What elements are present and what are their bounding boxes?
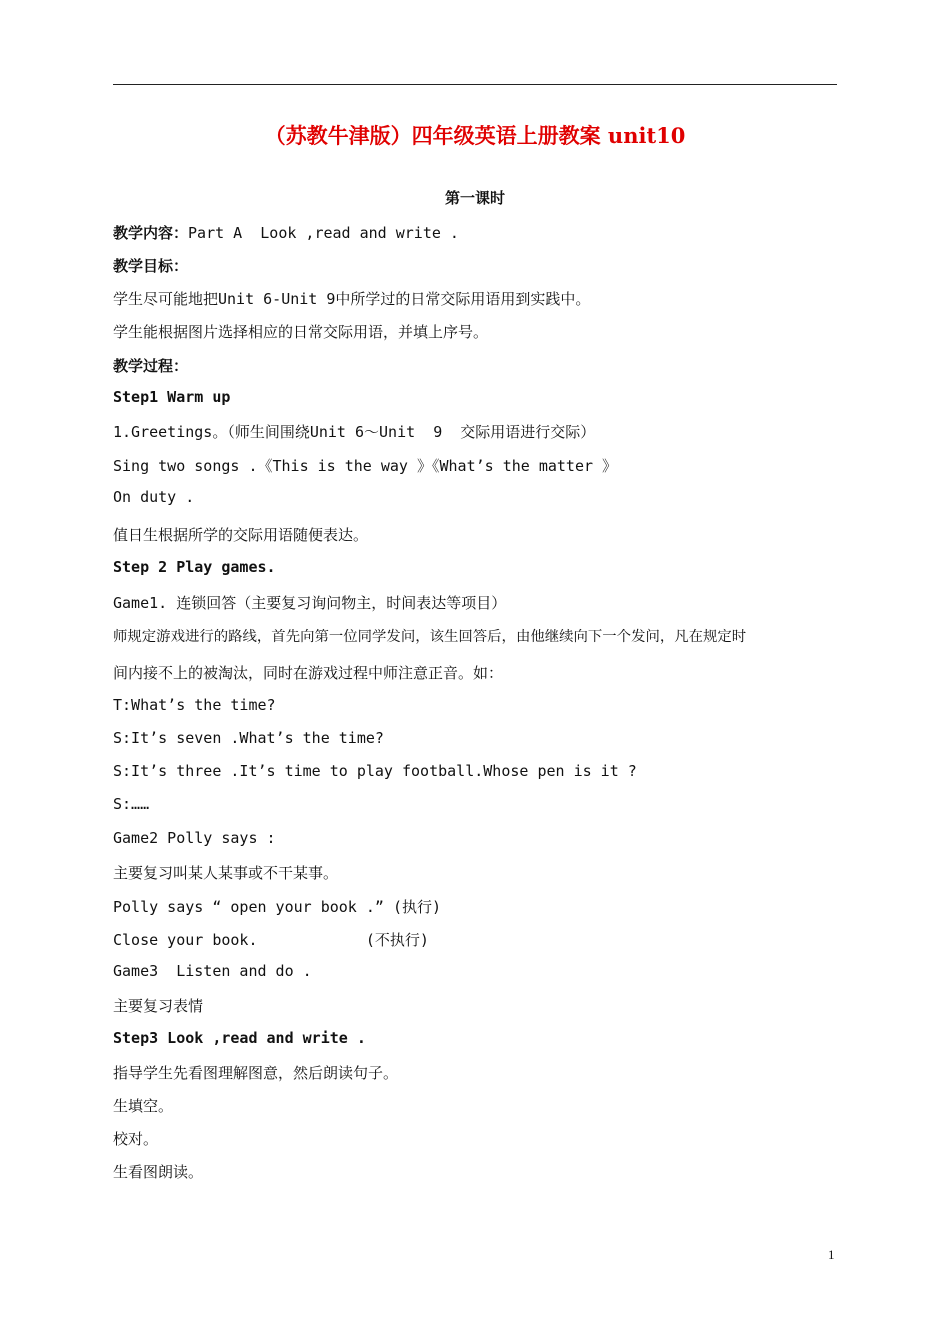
page-number: 1 [828, 1247, 835, 1262]
text-line: 主要复习叫某人某事或不干某事。 [113, 864, 339, 882]
text-line: On duty . [113, 488, 195, 506]
text-line: S:It’s three .It’s time to play football.Whose pen is it ? [113, 762, 637, 780]
text-line: Game1. 连锁回答（主要复习询问物主，时间表达等项目） [113, 594, 507, 612]
content-line [113, 222, 459, 243]
process-label: 教学过程： [113, 357, 189, 375]
content-label: 教学内容： [113, 224, 189, 242]
text-line: Polly says “ open your book .” (执行) [113, 898, 442, 916]
text-line: Game2 Polly says : [113, 829, 276, 847]
text-line: 指导学生先看图理解图意，然后朗读句子。 [113, 1064, 399, 1082]
text-line: 生看图朗读。 [113, 1163, 204, 1181]
text-line: 主要复习表情 [113, 997, 204, 1015]
text-line: Close your book. (不执行) [113, 931, 429, 949]
goal-2: 学生能根据图片选择相应的日常交际用语，并填上序号。 [113, 323, 489, 341]
lesson-heading: 第一课时 [444, 189, 505, 207]
text-line: 师规定游戏进行的路线，首先向第一位同学发问，该生回答后，由他继续向下一个发问，凡在规定时 [113, 629, 747, 645]
text-line: Sing two songs .《This is the way 》《What’s the matter 》 [113, 457, 618, 475]
step2-heading: Step 2 Play games. [113, 558, 276, 576]
step3-heading: Step3 Look ,read and write . [113, 1029, 366, 1047]
text-line: S:…… [113, 795, 150, 813]
goal-1: 学生尽可能地把Unit 6-Unit 9中所学过的日常交际用语用到实践中。 [113, 290, 591, 308]
document-title: （苏教牛津版）四年级英语上册教案 unit10 [264, 123, 686, 148]
goals-label: 教学目标： [113, 257, 189, 275]
text-line: 间内接不上的被淘汰，同时在游戏过程中师注意正音。如： [113, 664, 504, 682]
text-line: 校对。 [113, 1130, 159, 1148]
text-line: 生填空。 [113, 1097, 174, 1115]
header-rule [113, 84, 837, 85]
text-line: 值日生根据所学的交际用语随便表达。 [113, 526, 369, 544]
text-line: Game3 Listen and do . [113, 962, 312, 980]
text-line: S:It’s seven .What’s the time? [113, 729, 384, 747]
text-line: T:What’s the time? [113, 696, 276, 714]
step1-heading: Step1 Warm up [113, 388, 231, 406]
text-line: 1.Greetings。（师生间围绕Unit 6～Unit 9 交际用语进行交际） [113, 423, 596, 441]
content-value: Part A Look ,read and write . [188, 224, 459, 242]
